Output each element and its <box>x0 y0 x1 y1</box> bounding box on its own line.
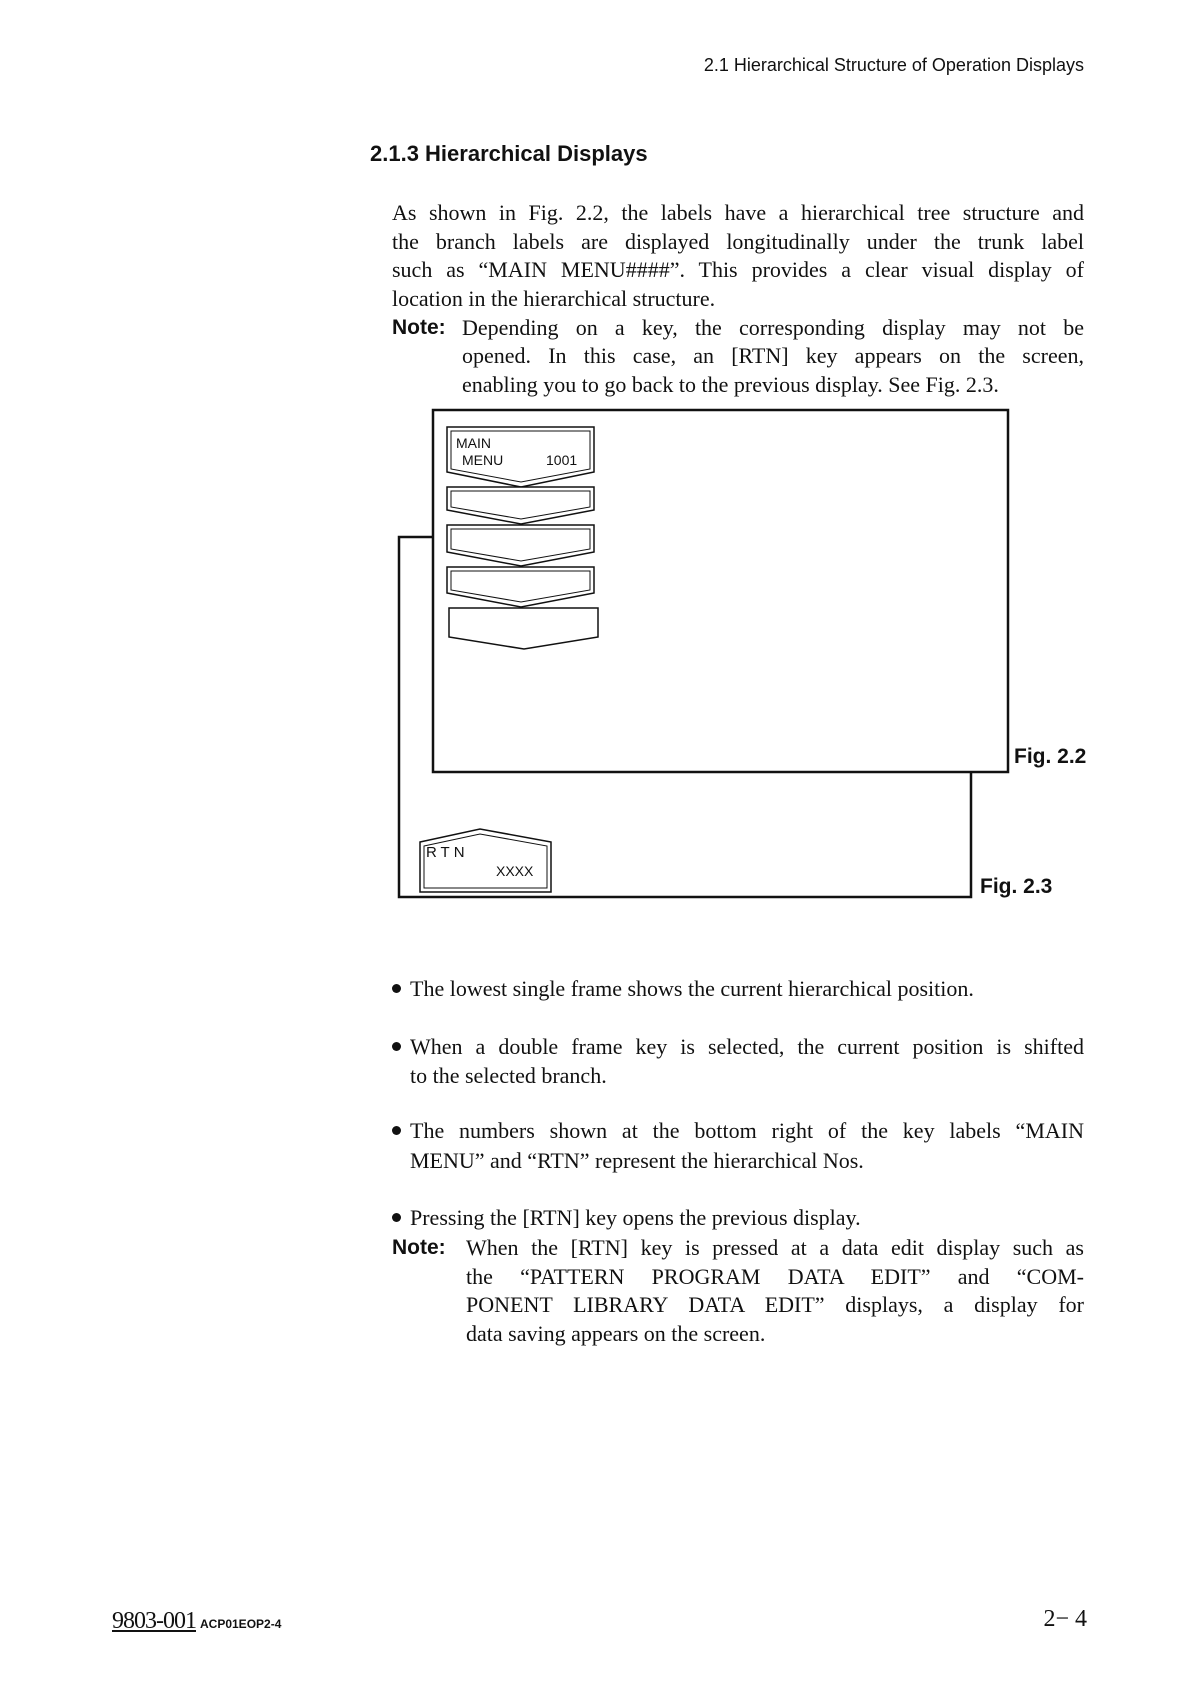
fig23-label: Fig. 2.3 <box>980 875 1053 898</box>
note-line: When the [RTN] key is pressed at a data edit display such as <box>466 1235 1084 1260</box>
bullet-item <box>392 1117 1084 1145</box>
fig22-label: Fig. 2.2 <box>1014 745 1087 768</box>
intro-line: As shown in Fig. 2.2, the labels have a hierarchical tree structure and <box>392 200 1084 225</box>
note-line: PONENT LIBRARY DATA EDIT” displays, a display for <box>466 1292 1084 1317</box>
intro-line: the branch labels are displayed longitudinally under the trunk label <box>392 229 1084 254</box>
intro-line: location in the hierarchical structure. <box>392 286 716 311</box>
bullet-item <box>392 975 974 1003</box>
running-head: 2.1 Hierarchical Structure of Operation Displays <box>703 55 1084 75</box>
main-key-line2: MENU <box>462 452 504 468</box>
note-label: Note: <box>392 316 446 339</box>
note-line: enabling you to go back to the previous display. See Fig. 2.3. <box>462 372 999 397</box>
main-key-number: 1001 <box>546 452 578 468</box>
rtn-key-number: XXXX <box>496 863 534 879</box>
rtn-key-label: RTN <box>426 844 469 861</box>
doc-number: 9803-001 <box>112 1608 196 1634</box>
bullet-text: When a double frame key is selected, the current position is shifted <box>410 1034 1084 1059</box>
section-title: 2.1.3 Hierarchical Displays <box>370 141 648 166</box>
main-key-line1: MAIN <box>456 435 491 451</box>
note-line: opened. In this case, an [RTN] key appears on the screen, <box>462 343 1084 368</box>
bullet-text: MENU” and “RTN” represent the hierarchical Nos. <box>410 1148 864 1173</box>
page-number: 2− 4 <box>1043 1606 1087 1632</box>
note-label: Note: <box>392 1236 446 1259</box>
bullet-icon <box>392 1213 401 1222</box>
note-line: the “PATTERN PROGRAM DATA EDIT” and “COM- <box>466 1264 1084 1289</box>
bullet-icon <box>392 984 401 993</box>
doc-code: ACP01EOP2-4 <box>200 1617 282 1631</box>
bullet-item <box>392 1033 1084 1061</box>
footer-doc-id <box>112 1608 281 1635</box>
intro-line: such as “MAIN MENU####”. This provides a clear visual display of <box>392 257 1084 282</box>
bullet-item <box>392 1204 861 1232</box>
bullet-text: The numbers shown at the bottom right of the key labels “MAIN <box>410 1118 1084 1143</box>
note-line: data saving appears on the screen. <box>466 1321 766 1346</box>
bullet-text: Pressing the [RTN] key opens the previous display. <box>410 1205 861 1230</box>
bullet-text: The lowest single frame shows the current hierarchical position. <box>410 976 974 1001</box>
note-line: Depending on a key, the corresponding display may not be <box>462 315 1084 340</box>
bullet-text: to the selected branch. <box>410 1063 607 1088</box>
bullet-icon <box>392 1126 401 1135</box>
bullet-icon <box>392 1042 401 1051</box>
